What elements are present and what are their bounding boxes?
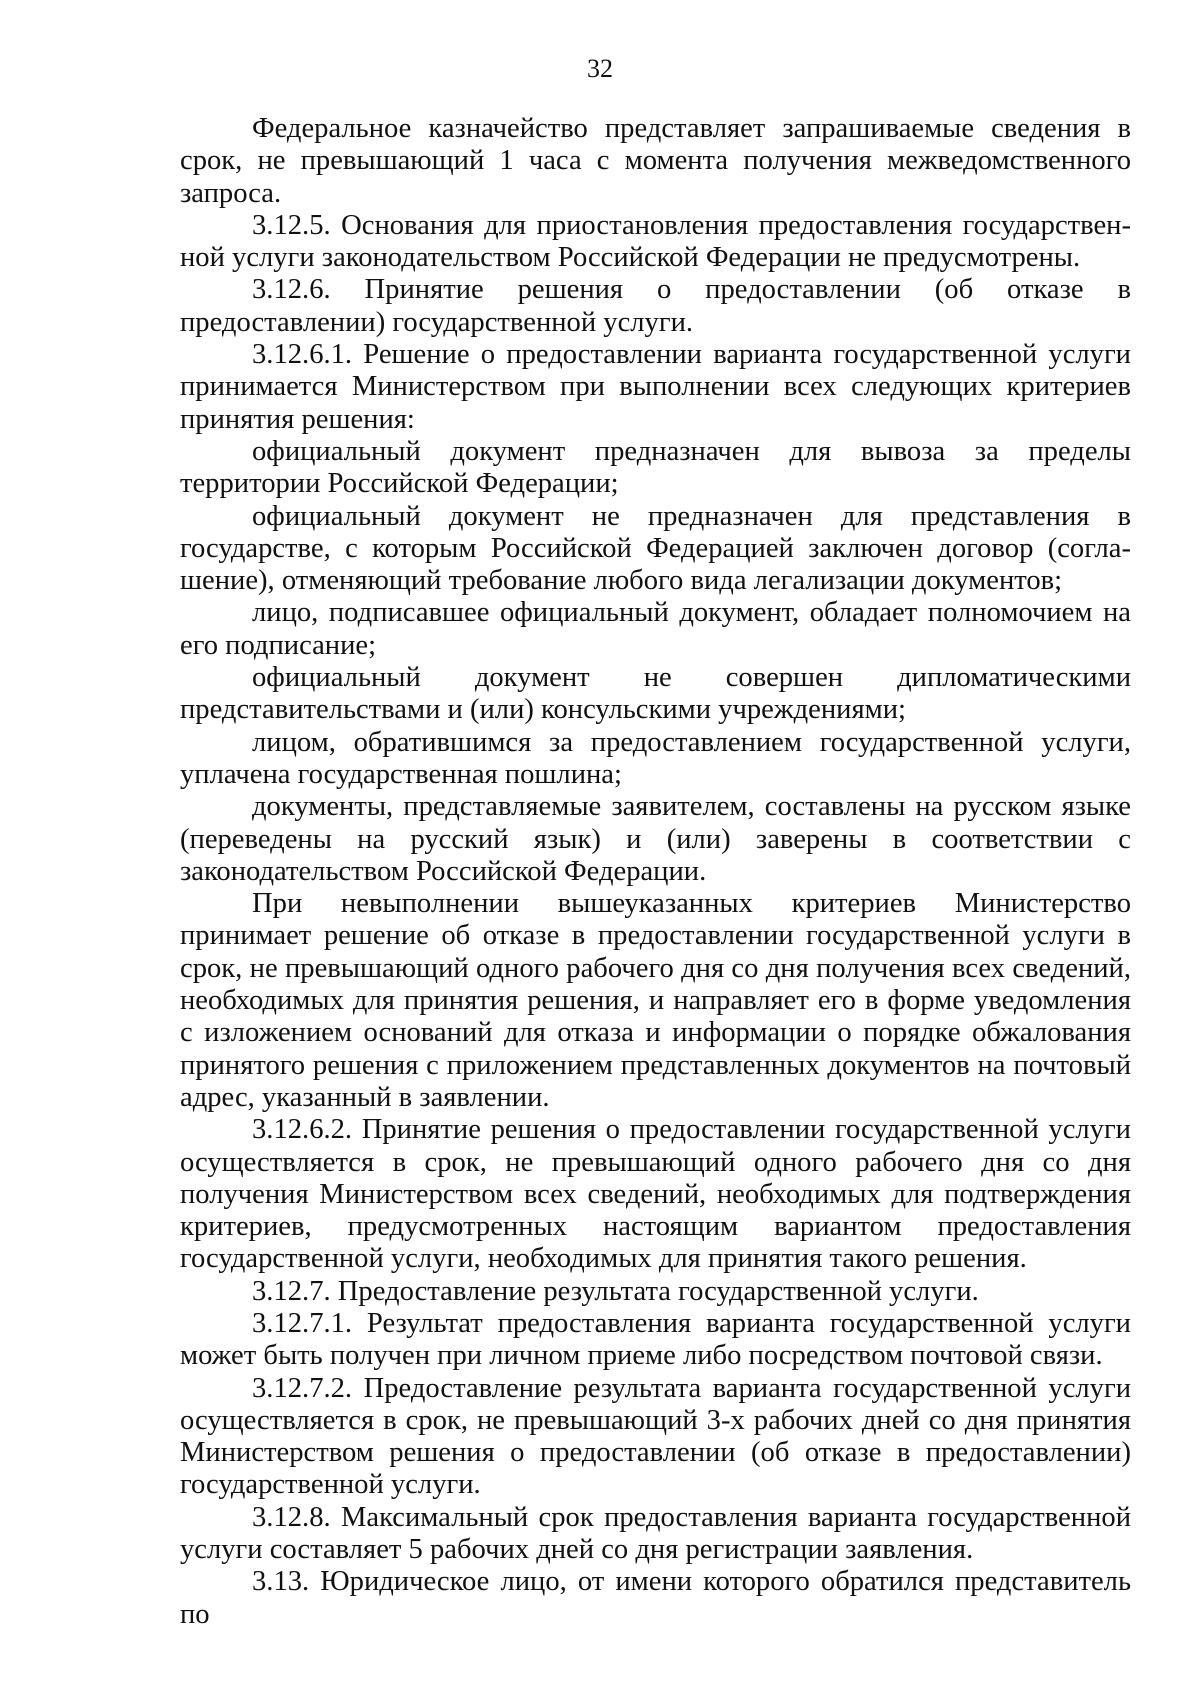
paragraph: Федеральное казначейство представляет запрашиваемые сведения в срок, не превышающий 1 часа с момента получения межведомственного запроса. — [180, 113, 1131, 209]
paragraph: лицо, подписавшее официальный документ, обладает полномочием на его подписание; — [180, 597, 1131, 661]
document-body — [180, 113, 1131, 1631]
paragraph: лицом, обратившимся за предоставлением государственной услуги, уплачена государственная пошлина; — [180, 726, 1131, 790]
paragraph: 3.12.8. Максимальный срок предоставления варианта государственной услуги составляет 5 рабочих дней со дня регистрации заявления. — [180, 1501, 1131, 1566]
paragraph: 3.13. Юридическое лицо, от имени которого обратился представитель по — [180, 1566, 1131, 1630]
paragraph: При невыполнении вышеуказанных критериев Министерство принимает решение об отказе в предоставлении государственной услуги в срок, не превышающий одного рабочего дня со дня получения всех сведений, необходимых для принятия решения, и направляет его в форме уведомления с изложением оснований для отказа и информации о порядке обжалования принятого решения с приложением представленных документов на почтовый адрес, указанный в заявлении. — [180, 888, 1131, 1113]
paragraph: 3.12.6.1. Решение о предоставлении варианта государственной услуги принимается Министерством при выполнении всех следующих критериев принятия решения: — [180, 339, 1131, 435]
paragraph: официальный документ не предназначен для представления в государстве, с которым Российской Федерацией заключен договор (соглашение), отменяющий требование любого вида легализации документов; — [180, 500, 1131, 597]
paragraph: 3.12.7. Предоставление результата государственной услуги. — [252, 1275, 979, 1307]
page-number: 32 — [587, 54, 613, 83]
paragraph: официальный документ предназначен для вывоза за пределы территории Российской Федерации; — [180, 435, 1131, 500]
paragraph: 3.12.5. Основания для приостановления предоставления государственной услуги законодательством Российской Федерации не предусмотрены. — [180, 209, 1131, 274]
paragraph: документы, представляемые заявителем, составлены на русском языке (переведены на русский язык) и (или) заверены в соответствии с законодательством Российской Федерации. — [180, 791, 1131, 887]
paragraph: 3.12.7.2. Предоставление результата варианта государственной услуги осуществляется в срок, не превышающий 3-х рабочих дней со дня принятия Министерством решения о предоставлении (об отказе в предоставлении) государственной услуги. — [180, 1372, 1131, 1501]
paragraph: 3.12.6.2. Принятие решения о предоставлении государственной услуги осуществляется в срок, не превышающий одного рабочего дня со дня получения Министерством всех сведений, необходимых для подтверждения критериев, предусмотренных настоящим вариантом предоставления государственной услуги, необходимых для принятия такого решения. — [180, 1114, 1131, 1275]
paragraph: 3.12.7.1. Результат предоставления варианта государственной услуги может быть получен при личном приеме либо посредством почтовой связи. — [180, 1307, 1131, 1372]
paragraph: 3.12.6. Принятие решения о предоставлении (об отказе в предоставлении) государственной услуги. — [180, 274, 1131, 338]
paragraph: официальный документ не совершен дипломатическими представительствами и (или) консульскими учреждениями; — [180, 662, 1131, 726]
